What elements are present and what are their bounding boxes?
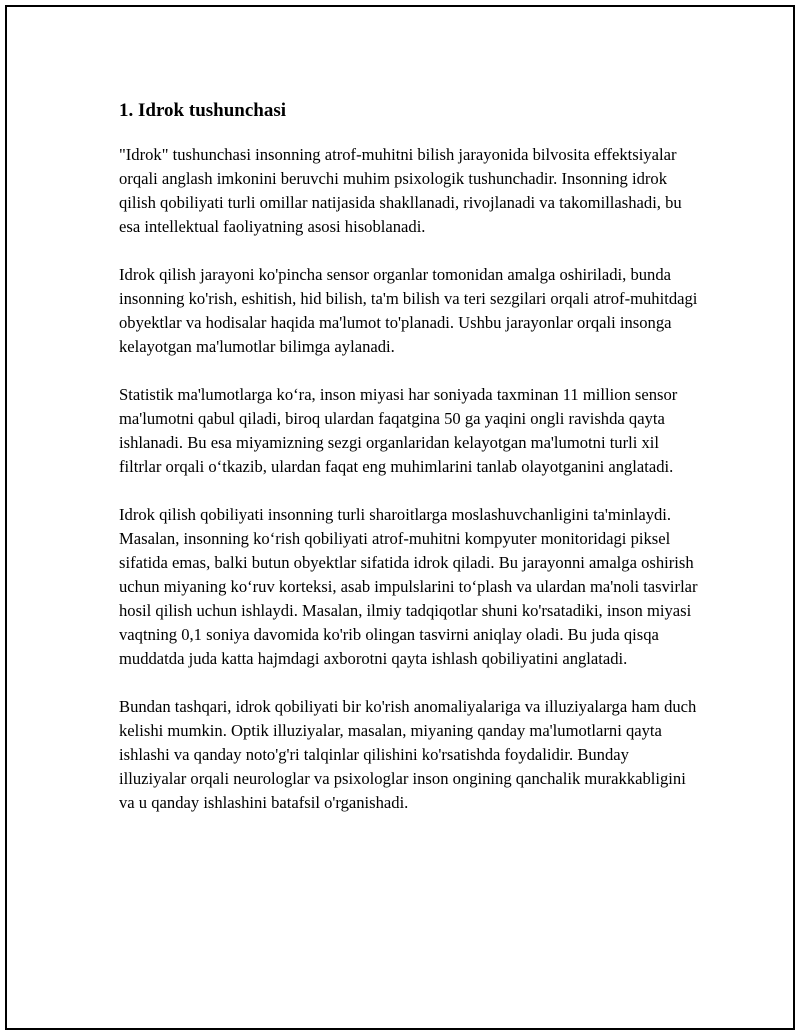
paragraph: Idrok qilish jarayoni ko'pincha sensor organlar tomonidan amalga oshiriladi, bunda insonning ko'rish, eshitish, hid bilish, ta'm bilish va teri sezgilari orqali atrof-muhitdagi obyektlar va hodisalar haqida ma'lumot to'planadi. Ushbu jarayonlar orqali insonga kelayotgan ma'lumotlar bilimga aylanadi. xyxy=(119,265,698,356)
paragraph: "Idrok" tushunchasi insonning atrof-muhitni bilish jarayonida bilvosita effektsiyalar orqali anglash imkonini beruvchi muhim psixologik tushunchadir. Insonning idrok qilish qobiliyati turli omillar natijasida shakllanadi, rivojlanadi va takomillashadi, bu esa intellektual faoliyatning asosi hisoblanadi. xyxy=(119,145,682,236)
paragraph: Bundan tashqari, idrok qobiliyati bir ko'rish anomaliyalariga va illuziyalarga ham duch kelishi mumkin. Optik illuziyalar, masalan, miyaning qanday ma'lumotlarni qayta ishlashi va qanday noto'g'ri talqinlar qilishini ko'rsatishda foydalidir. Bunday illuziyalar orqali neurologlar va psixologlar inson ongining qanchalik murakkabligini va u qanday ishlashini batafsil o'rganishadi. xyxy=(119,697,697,812)
section-heading: 1. Idrok tushunchasi xyxy=(119,100,287,121)
document-body xyxy=(119,97,699,839)
page-frame xyxy=(5,5,795,1030)
paragraph: Idrok qilish qobiliyati insonning turli sharoitlarga moslashuvchanligini ta'minlaydi. Masalan, insonning ko‘rish qobiliyati atrof-muhitni kompyuter monitoridagi piksel sifatida emas, balki butun obyektlar sifatida idrok qiladi. Bu jarayonni amalga oshirish uchun miyaning ko‘ruv korteksi, asab impulslarini to‘plash va ulardan ma'noli tasvirlar hosil qilish uchun ishlaydi. Masalan, ilmiy tadqiqotlar shuni ko'rsatadiki, inson miyasi vaqtning 0,1 soniya davomida ko'rib olingan tasvirni aniqlay oladi. Bu juda qisqa muddatda juda katta hajmdagi axborotni qayta ishlash qobiliyatini anglatadi. xyxy=(119,505,698,668)
paragraph: Statistik ma'lumotlarga ko‘ra, inson miyasi har soniyada taxminan 11 million sensor ma'lumotni qabul qiladi, biroq ulardan faqatgina 50 ga yaqini ongli ravishda qayta ishlanadi. Bu esa miyamizning sezgi organlaridan kelayotgan ma'lumotni turli xil filtrlar orqali o‘tkazib, ulardan faqat eng muhimlarini tanlab olayotganini anglatadi. xyxy=(119,385,678,476)
